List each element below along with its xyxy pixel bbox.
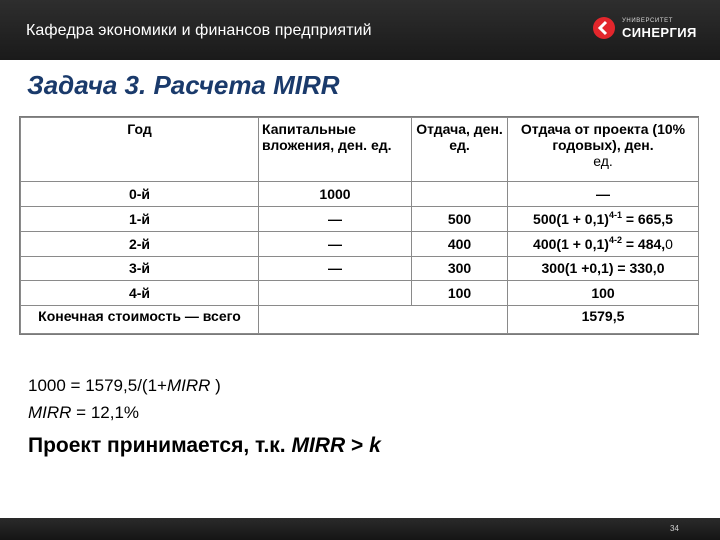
conclusion-op: > [345,434,370,457]
footer-bar [0,518,720,540]
eq1-var: MIRR [166,376,211,395]
total-value: 1579,5 [508,306,699,334]
calc-base: 400(1 + 0,1) [533,235,609,252]
conclusion-var1: MIRR [291,434,346,457]
cell-calc: 100 [508,281,699,306]
calc-result: = 665,5 [621,210,673,227]
eq2-post: = 12,1% [71,403,140,422]
cell-capex: — [259,256,412,281]
calc-exponent: 4-2 [608,234,622,245]
cell-return: 300 [412,256,508,281]
mirr-table [20,117,699,334]
slide-title: Задача 3. Расчета MIRR [27,70,340,100]
cell-year: 4-й [21,281,259,306]
cell-calc [508,231,699,256]
calc-result: = 484, [621,235,666,252]
header-return: Отдача, ден. ед. [412,118,508,182]
cell-return: 500 [412,206,508,231]
conclusion [28,434,381,458]
conclusion-pre: Проект принимается, т.к. [28,434,292,457]
eq2-var: MIRR [28,403,72,422]
table-row [21,182,699,207]
table-row [21,281,699,306]
page-number: 34 [670,524,679,533]
calc-exponent: 4-1 [608,209,622,220]
logo [592,16,702,46]
header-title: Кафедра экономики и финансов предприятий [26,22,372,39]
calc-result-tail: 0 [665,235,673,252]
table-header-row [21,118,699,182]
conclusion-var2: k [369,434,381,457]
cell-year: 1-й [21,206,259,231]
table-row [21,231,699,256]
cell-calc: — [508,182,699,207]
header-return-10-text: Отдача от проекта (10% годовых), ден. [520,121,686,153]
total-label: Конечная стоимость — всего [21,306,259,334]
total-empty [259,306,508,334]
header-year: Год [21,118,259,182]
cell-return: 100 [412,281,508,306]
cell-capex: 1000 [259,182,412,207]
synergy-logo-icon [592,16,616,40]
header-return-10 [508,118,699,182]
equation-line-2 [28,403,139,423]
calc-base: 500(1 + 0,1) [533,210,609,227]
mirr-table-frame [19,116,699,335]
cell-return [412,182,508,207]
equation-line-1 [28,376,221,396]
header-bar [0,0,720,60]
cell-return: 400 [412,231,508,256]
header-return-10-tail: ед. [593,153,613,169]
table-row [21,256,699,281]
logo-name: СИНЕРГИЯ [622,25,697,40]
table-row [21,206,699,231]
cell-calc: 300(1 +0,1) = 330,0 [508,256,699,281]
header-capex: Капитальные вложения, ден. ед. [259,118,412,182]
cell-year: 0-й [21,182,259,207]
cell-year: 2-й [21,231,259,256]
cell-calc [508,206,699,231]
cell-capex: — [259,206,412,231]
eq1-pre: 1000 = 1579,5/(1+ [28,376,167,395]
cell-year: 3-й [21,256,259,281]
eq1-post: ) [210,376,221,395]
logo-subtitle: УНИВЕРСИТЕТ [622,18,673,24]
cell-capex: — [259,231,412,256]
cell-capex [259,281,412,306]
table-total-row [21,306,699,334]
